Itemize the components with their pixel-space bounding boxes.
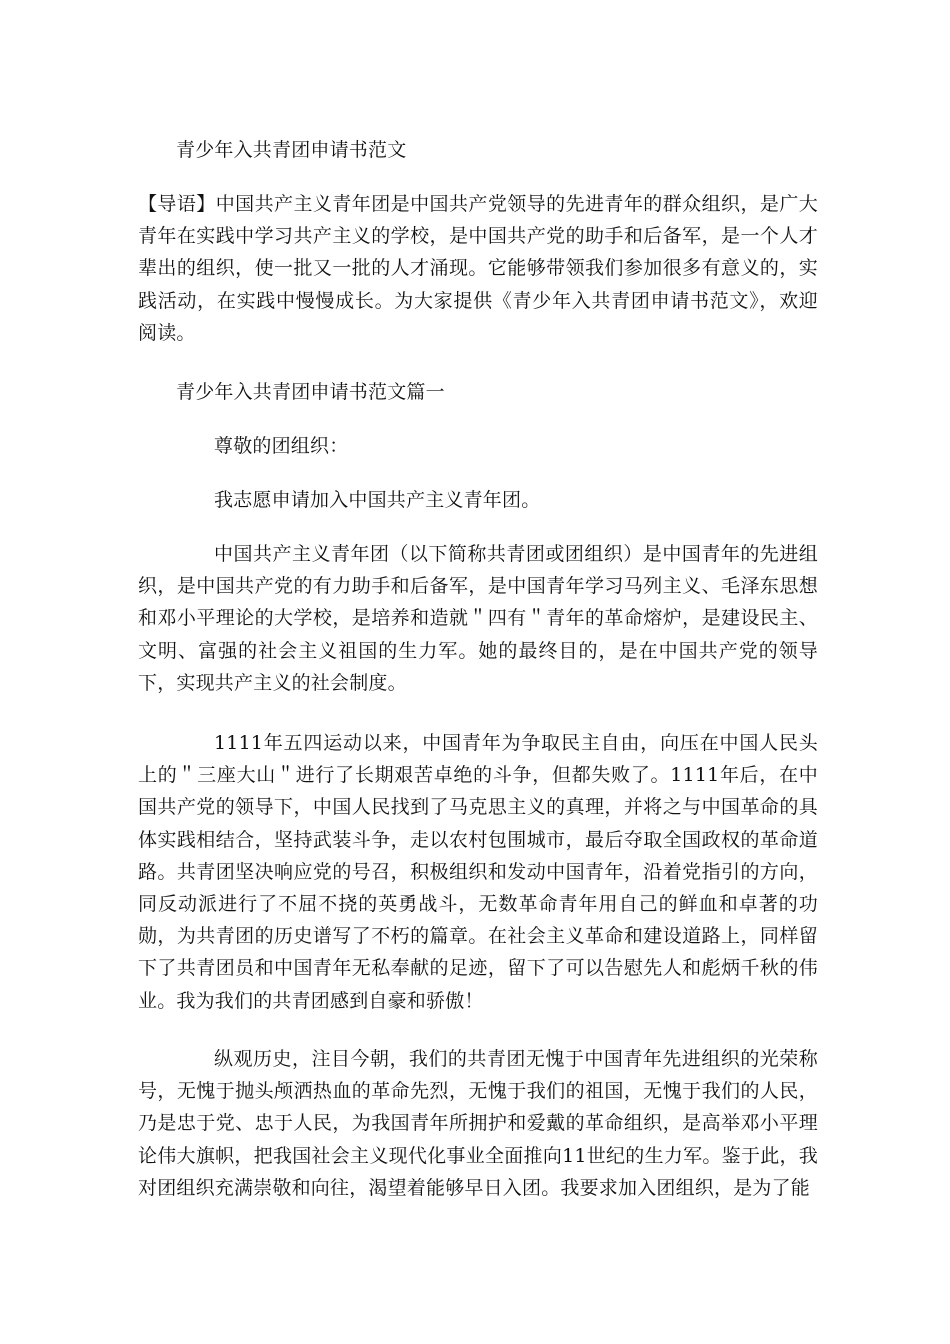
- body-paragraph: 中国共产主义青年团（以下简称共青团或团组织）是中国青年的先进组织，是中国共产党的有力助手和后备军，是中国青年学习马列主义、毛泽东思想和邓小平理论的大学校，是培养和造就＂四有＂青年的革命熔炉，是建设民主、文明、富强的社会主义祖国的生力军。她的最终目的，是在中国共产党的领导下，实现共产主义的社会制度。: [138, 543, 818, 694]
- body-paragraph: 我志愿申请加入中国共产主义青年团。: [214, 489, 541, 511]
- intro-paragraph: 【导语】中国共产主义青年团是中国共产党领导的先进青年的群众组织，是广大青年在实践中学习共产主义的学校，是中国共产党的助手和后备军，是一个人才辈出的组织，使一批又一批的人才涌现。它能够带领我们参加很多有意义的，实践活动，在实践中慢慢成长。为大家提供《青少年入共青团申请书范文》，欢迎阅读。: [138, 193, 818, 344]
- body-paragraph: 1111年五四运动以来，中国青年为争取民主自由，向压在中国人民头上的＂三座大山＂进行了长期艰苦卓绝的斗争，但都失败了。1111年后，在中国共产党的领导下，中国人民找到了马克思主义的真理，并将之与中国革命的具体实践相结合，坚持武装斗争，走以农村包围城市，最后夺取全国政权的革命道路。共青团坚决响应党的号召，积极组织和发动中国青年，沿着党指引的方向，同反动派进行了不屈不挠的英勇战斗，无数革命青年用自己的鲜血和卓著的功勋，为共青团的历史谱写了不朽的篇章。在社会主义革命和建设道路上，同样留下了共青团员和中国青年无私奉献的足迹，留下了可以告慰先人和彪炳千秋的伟业。我为我们的共青团感到自豪和骄傲！: [138, 732, 818, 1012]
- salutation: 尊敬的团组织：: [214, 435, 349, 457]
- document-title: 青少年入共青团申请书范文: [176, 139, 407, 161]
- body-paragraph: 纵观历史，注目今朝，我们的共青团无愧于中国青年先进组织的光荣称号，无愧于抛头颅洒热血的革命先烈，无愧于我们的祖国，无愧于我们的人民，乃是忠于党、忠于人民，为我国青年所拥护和爱戴的革命组织，是高举邓小平理论伟大旗帜，把我国社会主义现代化事业全面推向11世纪的生力军。鉴于此，我对团组织充满崇敬和向往，渴望着能够早日入团。我要求加入团组织，是为了能: [138, 1048, 818, 1199]
- section-title: 青少年入共青团申请书范文篇一: [176, 381, 445, 403]
